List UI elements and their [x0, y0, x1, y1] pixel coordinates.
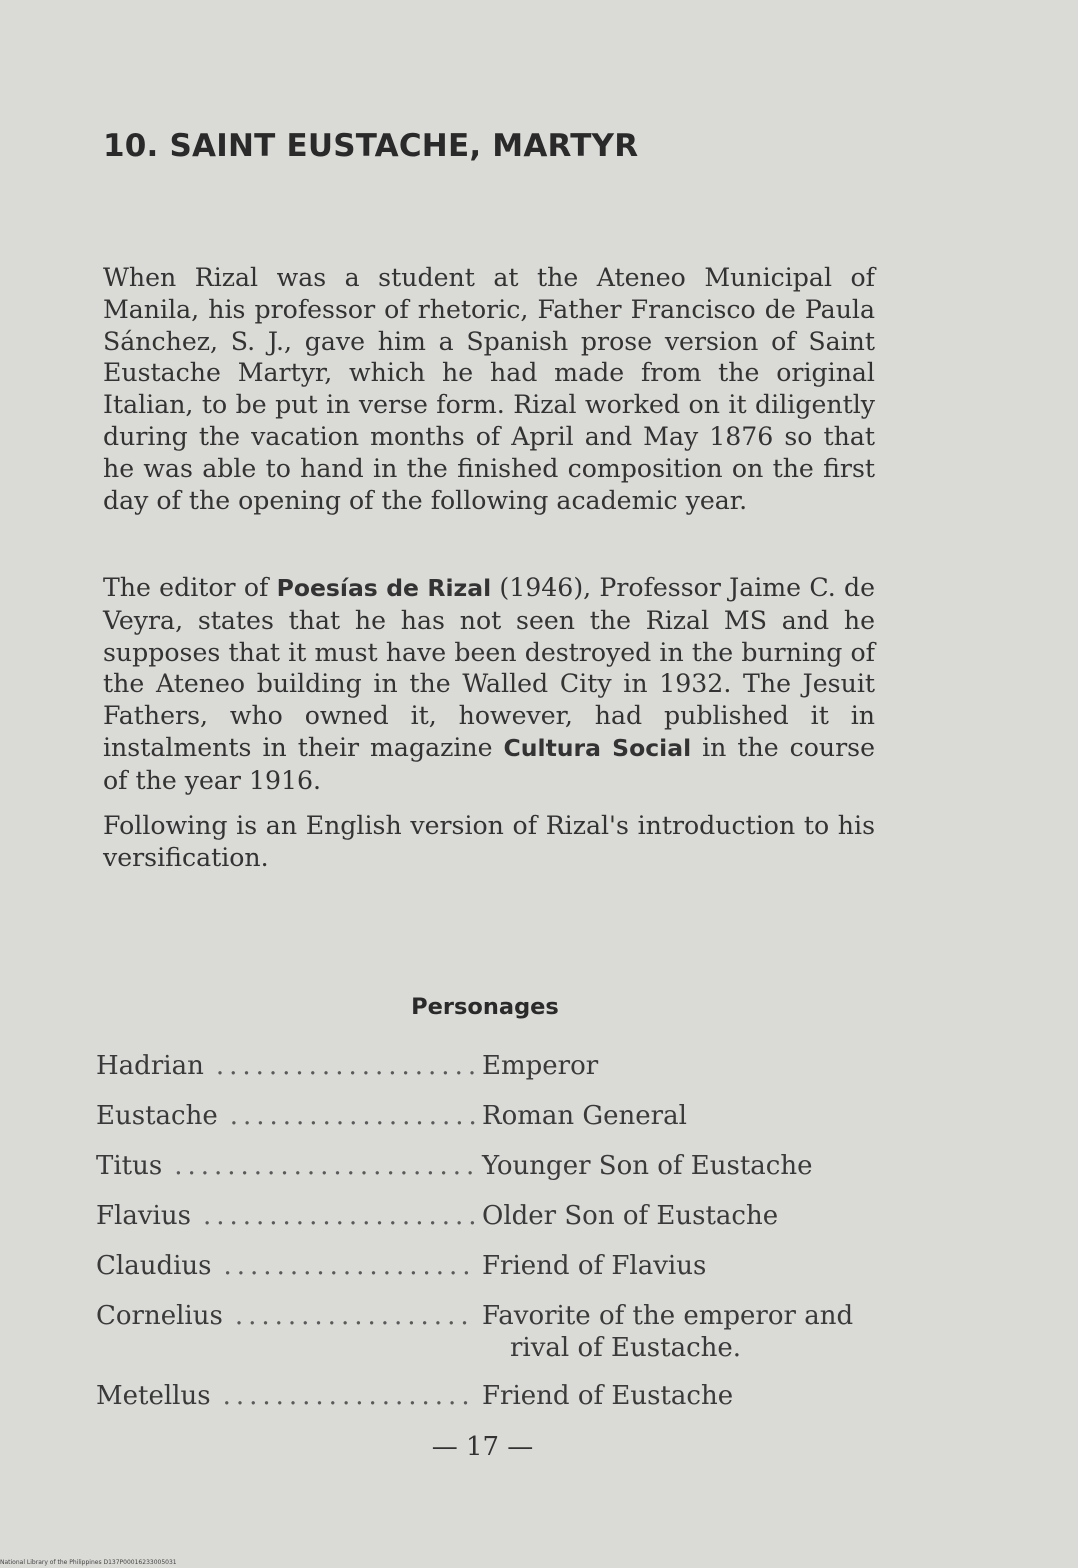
personage-row [96, 1248, 886, 1298]
personage-role: Younger Son of Eustache [482, 1151, 813, 1181]
personage-name-cell [96, 1378, 482, 1414]
scan-footer: National Library of the Philippines D137P00016233005031 [0, 1559, 177, 1566]
personage-name: Hadrian [96, 1051, 204, 1081]
personage-row [96, 1198, 886, 1248]
personage-name-cell [96, 1148, 482, 1184]
personage-name-cell [96, 1048, 482, 1084]
paragraph-2 [103, 572, 875, 797]
personage-name: Cornelius [96, 1301, 223, 1331]
book-title-poesias: Poesías de Rizal [276, 574, 492, 602]
dot-leader [174, 1148, 476, 1184]
personage-name: Flavius [96, 1201, 191, 1231]
personage-name: Titus [96, 1151, 163, 1181]
paragraph-2-text-e: in the course of the year 1916. [103, 732, 875, 795]
personage-role: Friend of Flavius [482, 1251, 707, 1281]
dot-leader [235, 1298, 476, 1334]
paragraph-2-text-c: (1946), Professor Jaime C. de Veyra, states that he has not seen the Rizal MS and he supposes that it must have been destroyed in the burning of the Ateneo building in the Walled City in 1932. The Jesuit Fathers, who owned it, however, had published it in instalments in their magazine [103, 573, 875, 762]
personage-name: Metellus [96, 1381, 211, 1411]
personage-name: Eustache [96, 1101, 218, 1131]
paragraph-2-text-a: The editor of [103, 573, 277, 602]
personage-role: Emperor [482, 1051, 599, 1081]
personage-role: Favorite of the emperor and rival of Eustache. [482, 1301, 854, 1363]
personage-name-cell [96, 1198, 482, 1234]
personage-row [96, 1148, 886, 1198]
magazine-title-cultura-social: Cultura Social [503, 733, 692, 762]
personage-row [96, 1378, 886, 1428]
paragraph-1: When Rizal was a student at the Ateneo Municipal of Manila, his professor of rhetoric, Father Francisco de Paula Sánchez, S. J., gave him a Spanish prose version of Saint Eustache Martyr, which he had made from the original Italian, to be put in verse form. Rizal worked on it diligently during the vacation months of April and May 1876 so that he was able to hand in the finished composition on the first day of the opening of the following academic year. [103, 263, 875, 515]
dot-leader [223, 1378, 476, 1414]
dot-leader [203, 1198, 476, 1234]
dot-leader [224, 1248, 476, 1284]
personage-row [96, 1298, 886, 1378]
dot-leader [230, 1098, 476, 1134]
personage-name-cell [96, 1298, 482, 1334]
page-number: — 17 — [431, 1432, 534, 1462]
personages-title: Personages [411, 994, 559, 1020]
personage-role: Friend of Eustache [482, 1381, 734, 1411]
personage-name-cell [96, 1248, 482, 1284]
personage-name: Claudius [96, 1251, 212, 1281]
personage-name-cell [96, 1098, 482, 1134]
personage-row [96, 1098, 886, 1148]
personage-role: Older Son of Eustache [482, 1201, 779, 1231]
personage-row [96, 1048, 886, 1098]
personage-role: Roman General [482, 1101, 687, 1131]
chapter-heading: 10. SAINT EUSTACHE, MARTYR [103, 128, 639, 164]
dot-leader [216, 1048, 476, 1084]
paragraph-3: Following is an English version of Rizal's introduction to his versification. [103, 811, 875, 872]
personages-list [96, 1048, 886, 1428]
